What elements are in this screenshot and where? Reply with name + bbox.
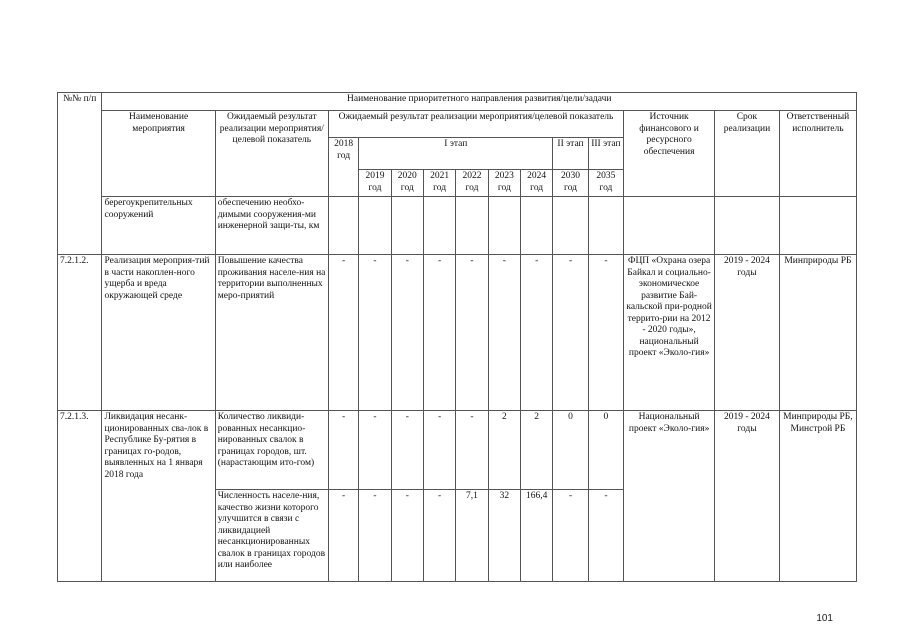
row-name: берегоукрепительных сооружений xyxy=(102,197,215,255)
row-value: - xyxy=(588,255,623,411)
row-value: - xyxy=(588,490,623,582)
row-value xyxy=(391,197,423,255)
row-result: Численность населе-ния, качество жизни которого улучшится в связи с ликвидацией несанкционированных свалок в границах городов или наиболее xyxy=(215,490,328,582)
row-value: - xyxy=(423,411,455,490)
header-source: Источник финансового и ресурсного обеспечения xyxy=(624,111,715,197)
row-source xyxy=(624,197,715,255)
row-value: - xyxy=(456,255,488,411)
table-row xyxy=(58,197,857,255)
row-num: 7.2.1.3. xyxy=(58,411,102,582)
header-year: 2024 год xyxy=(521,170,553,197)
row-value xyxy=(553,197,588,255)
row-value: - xyxy=(328,490,358,582)
header-term: Срок реализации xyxy=(715,111,780,197)
header-resp: Ответственный исполнитель xyxy=(779,111,856,197)
header-year: 2023 год xyxy=(488,170,520,197)
row-value xyxy=(456,197,488,255)
header-stage-3: III этап xyxy=(588,138,623,170)
row-value: 166,4 xyxy=(521,490,553,582)
row-value: - xyxy=(488,255,520,411)
row-result: обеспечению необхо-димыми сооружения-ми инженерной защи-ты, км xyxy=(215,197,328,255)
row-resp xyxy=(779,197,856,255)
row-num: 7.2.1.2. xyxy=(58,255,102,411)
row-value: - xyxy=(391,490,423,582)
row-source: ФЦП «Охрана озера Байкал и социально-экономическое развитие Бай-кальской при-родной террито-рии на 2012 - 2020 годы», национальный проект «Эколо-гия» xyxy=(624,255,715,411)
header-stage-2: II этап xyxy=(553,138,588,170)
row-value: - xyxy=(359,255,391,411)
row-value: 2 xyxy=(488,411,520,490)
row-value: - xyxy=(359,411,391,490)
header-year: 2020 год xyxy=(391,170,423,197)
header-year: 2021 год xyxy=(423,170,455,197)
plan-table xyxy=(57,92,857,582)
row-value: - xyxy=(423,255,455,411)
row-value: 32 xyxy=(488,490,520,582)
row-value: - xyxy=(521,255,553,411)
row-name: Ликвидация несанк-ционированных сва-лок в Республике Бу-рятия в границах го-родов, выявленных на 1 января 2018 года xyxy=(102,411,215,582)
header-result: Ожидаемый результат реализации мероприятия/целевой показатель xyxy=(215,111,328,197)
row-value xyxy=(588,197,623,255)
header-2018: 2018 год xyxy=(328,138,358,197)
row-result: Повышение качества проживания населе-ния на территории выполненных меро-приятий xyxy=(215,255,328,411)
row-value: - xyxy=(553,255,588,411)
row-value xyxy=(359,197,391,255)
row-value: - xyxy=(391,411,423,490)
row-value xyxy=(423,197,455,255)
table-row xyxy=(58,411,857,490)
header-year: 2035 год xyxy=(588,170,623,197)
row-result: Количество ликвиди-рованных несанкцио-нированных свалок в границах городов, шт. (нарастающим ито-гом) xyxy=(215,411,328,490)
row-value: 2 xyxy=(521,411,553,490)
row-term: 2019 - 2024 годы xyxy=(715,411,780,582)
row-value: 0 xyxy=(553,411,588,490)
page-number: 101 xyxy=(816,613,833,624)
row-value: - xyxy=(456,411,488,490)
row-value: 7,1 xyxy=(456,490,488,582)
row-value xyxy=(328,197,358,255)
row-value: - xyxy=(391,255,423,411)
header-year: 2022 год xyxy=(456,170,488,197)
row-value: - xyxy=(359,490,391,582)
header-stage-1: I этап xyxy=(359,138,553,170)
header-year: 2019 год xyxy=(359,170,391,197)
row-resp: Минприроды РБ, Минстрой РБ xyxy=(779,411,856,582)
row-value: 0 xyxy=(588,411,623,490)
row-value: - xyxy=(328,255,358,411)
row-term: 2019 - 2024 годы xyxy=(715,255,780,411)
row-value: - xyxy=(423,490,455,582)
header-num: №№ п/п xyxy=(58,93,102,255)
header-year: 2030 год xyxy=(553,170,588,197)
header-expected-group: Ожидаемый результат реализации мероприятия/целевой показатель xyxy=(328,111,623,138)
row-value: - xyxy=(328,411,358,490)
row-value xyxy=(488,197,520,255)
header-name: Наименование мероприятия xyxy=(102,111,215,197)
row-source: Национальный проект «Эколо-гия» xyxy=(624,411,715,582)
row-value xyxy=(521,197,553,255)
row-term xyxy=(715,197,780,255)
table-row xyxy=(58,255,857,411)
section-title: Наименование приоритетного направления развития/цели/задачи xyxy=(102,93,857,111)
row-resp: Минприроды РБ xyxy=(779,255,856,411)
row-value: - xyxy=(553,490,588,582)
row-name: Реализация мероприя-тий в части накоплен-ного ущерба и вреда окружающей среде xyxy=(102,255,215,411)
